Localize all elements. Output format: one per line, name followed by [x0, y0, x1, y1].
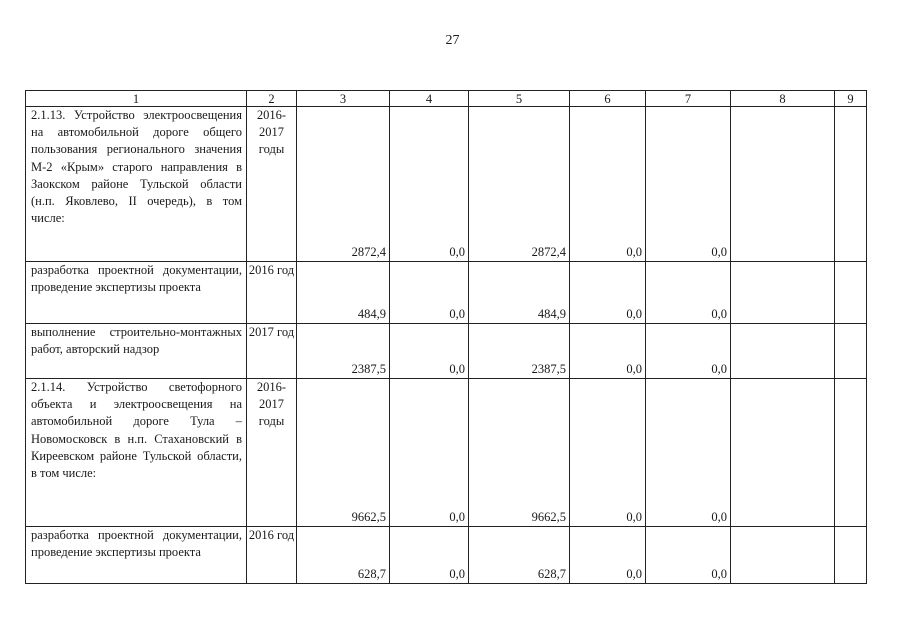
table-row [26, 324, 867, 379]
row-value-col9 [835, 527, 867, 584]
row-description: 2.1.13. Устройство электроосвещения на автомобильной дороге общего пользования регионального значения М-2 «Крым» старого направления в Заокском районе Тульской области (н.п. Яковлево, II очередь), в том числе: [26, 107, 247, 262]
row-value-col3: 628,7 [297, 527, 390, 584]
table-row [26, 527, 867, 584]
row-value-col6: 0,0 [570, 379, 646, 527]
row-value-col8 [731, 324, 835, 379]
page-number: 27 [445, 33, 460, 48]
row-value-col7: 0,0 [646, 379, 731, 527]
table-row [26, 262, 867, 324]
column-header: 3 [297, 91, 390, 107]
budget-table [25, 90, 867, 584]
row-value-col3: 2387,5 [297, 324, 390, 379]
column-header: 2 [247, 91, 297, 107]
row-value-col4: 0,0 [390, 527, 469, 584]
row-value-col6: 0,0 [570, 107, 646, 262]
column-header: 9 [835, 91, 867, 107]
row-period: 2016-2017 годы [247, 107, 297, 262]
row-period: 2017 год [247, 324, 297, 379]
row-period: 2016 год [247, 262, 297, 324]
table-row [26, 107, 867, 262]
row-value-col5: 628,7 [469, 527, 570, 584]
row-value-col9 [835, 379, 867, 527]
row-value-col8 [731, 107, 835, 262]
row-value-col6: 0,0 [570, 527, 646, 584]
row-value-col7: 0,0 [646, 324, 731, 379]
row-description: 2.1.14. Устройство светофорного объекта и электроосвещения на автомобильной дороге Тула – Новомосковск в н.п. Стахановский в Киреевском районе Тульской области, в том числе: [26, 379, 247, 527]
row-value-col5: 2872,4 [469, 107, 570, 262]
row-period: 2016-2017 годы [247, 379, 297, 527]
row-value-col7: 0,0 [646, 107, 731, 262]
row-value-col3: 9662,5 [297, 379, 390, 527]
table-row [26, 379, 867, 527]
column-header: 8 [731, 91, 835, 107]
row-value-col3: 2872,4 [297, 107, 390, 262]
row-value-col9 [835, 262, 867, 324]
row-value-col8 [731, 379, 835, 527]
table-header-row [26, 91, 867, 107]
row-value-col7: 0,0 [646, 527, 731, 584]
row-value-col4: 0,0 [390, 324, 469, 379]
column-header: 6 [570, 91, 646, 107]
row-value-col9 [835, 324, 867, 379]
row-description: разработка проектной документации, проведение экспертизы проекта [26, 527, 247, 584]
row-value-col5: 2387,5 [469, 324, 570, 379]
row-period: 2016 год [247, 527, 297, 584]
row-value-col4: 0,0 [390, 262, 469, 324]
row-value-col6: 0,0 [570, 324, 646, 379]
column-header: 7 [646, 91, 731, 107]
column-header: 1 [26, 91, 247, 107]
row-description: разработка проектной документации, проведение экспертизы проекта [26, 262, 247, 324]
row-value-col8 [731, 262, 835, 324]
column-header: 5 [469, 91, 570, 107]
row-value-col3: 484,9 [297, 262, 390, 324]
row-value-col4: 0,0 [390, 107, 469, 262]
row-value-col8 [731, 527, 835, 584]
column-header: 4 [390, 91, 469, 107]
row-value-col4: 0,0 [390, 379, 469, 527]
row-value-col9 [835, 107, 867, 262]
row-description: выполнение строительно-монтажных работ, авторский надзор [26, 324, 247, 379]
row-value-col6: 0,0 [570, 262, 646, 324]
row-value-col7: 0,0 [646, 262, 731, 324]
row-value-col5: 484,9 [469, 262, 570, 324]
row-value-col5: 9662,5 [469, 379, 570, 527]
